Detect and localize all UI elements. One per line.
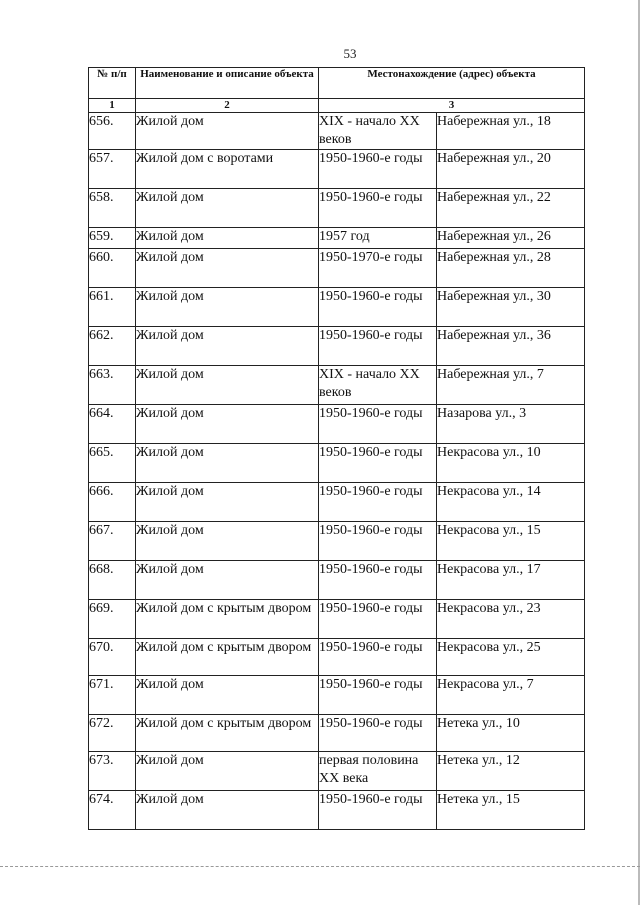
- table-row: [89, 561, 585, 600]
- row-name: Жилой дом: [136, 676, 319, 715]
- table-row: [89, 676, 585, 715]
- row-date: 1950-1960-е годы: [319, 327, 437, 366]
- page-number: 53: [343, 46, 357, 61]
- table-row: [89, 150, 585, 189]
- row-number: 664.: [89, 405, 136, 444]
- row-date: 1950-1970-е годы: [319, 249, 437, 288]
- row-date: 1950-1960-е годы: [319, 561, 437, 600]
- table-row: [89, 228, 585, 249]
- header-num: № п/п: [89, 68, 136, 99]
- row-name: Жилой дом: [136, 522, 319, 561]
- table-row: [89, 113, 585, 150]
- row-address: Некрасова ул., 25: [437, 639, 585, 676]
- row-date: 1950-1960-е годы: [319, 676, 437, 715]
- row-date: 1950-1960-е годы: [319, 600, 437, 639]
- row-address: Набережная ул., 22: [437, 189, 585, 228]
- row-address: Набережная ул., 28: [437, 249, 585, 288]
- row-address: Некрасова ул., 15: [437, 522, 585, 561]
- header-index-2: 2: [136, 99, 319, 113]
- row-number: 672.: [89, 715, 136, 752]
- row-number: 671.: [89, 676, 136, 715]
- row-address: Некрасова ул., 14: [437, 483, 585, 522]
- objects-table: [88, 67, 585, 830]
- table-row: [89, 715, 585, 752]
- row-number: 661.: [89, 288, 136, 327]
- header-index-3: 3: [319, 99, 585, 113]
- row-number: 657.: [89, 150, 136, 189]
- row-name: Жилой дом: [136, 405, 319, 444]
- row-number: 662.: [89, 327, 136, 366]
- row-name: Жилой дом: [136, 366, 319, 405]
- table-body: [89, 113, 585, 830]
- row-name: Жилой дом: [136, 561, 319, 600]
- table-row: [89, 483, 585, 522]
- row-address: Набережная ул., 18: [437, 113, 585, 150]
- row-name: Жилой дом с крытым двором: [136, 639, 319, 676]
- row-date: XIX - начало XX веков: [319, 366, 437, 405]
- scan-artifact-line: [0, 866, 640, 868]
- row-name: Жилой дом с крытым двором: [136, 600, 319, 639]
- row-date: 1950-1960-е годы: [319, 150, 437, 189]
- table-row: [89, 791, 585, 830]
- header-name: Наименование и описание объекта: [136, 68, 319, 99]
- row-address: Некрасова ул., 7: [437, 676, 585, 715]
- row-date: 1950-1960-е годы: [319, 405, 437, 444]
- row-name: Жилой дом с крытым двором: [136, 715, 319, 752]
- row-name: Жилой дом: [136, 752, 319, 791]
- row-address: Набережная ул., 7: [437, 366, 585, 405]
- table-row: [89, 327, 585, 366]
- row-date: 1950-1960-е годы: [319, 444, 437, 483]
- row-number: 666.: [89, 483, 136, 522]
- row-name: Жилой дом: [136, 113, 319, 150]
- row-date: 1950-1960-е годы: [319, 715, 437, 752]
- row-number: 665.: [89, 444, 136, 483]
- row-number: 674.: [89, 791, 136, 830]
- row-name: Жилой дом с воротами: [136, 150, 319, 189]
- table-row: [89, 444, 585, 483]
- table-row: [89, 600, 585, 639]
- table-row: [89, 522, 585, 561]
- row-name: Жилой дом: [136, 327, 319, 366]
- row-address: Набережная ул., 20: [437, 150, 585, 189]
- table-row: [89, 249, 585, 288]
- row-number: 673.: [89, 752, 136, 791]
- row-name: Жилой дом: [136, 791, 319, 830]
- row-name: Жилой дом: [136, 483, 319, 522]
- row-address: Набережная ул., 36: [437, 327, 585, 366]
- row-name: Жилой дом: [136, 189, 319, 228]
- row-number: 667.: [89, 522, 136, 561]
- row-number: 669.: [89, 600, 136, 639]
- table-row: [89, 366, 585, 405]
- row-number: 660.: [89, 249, 136, 288]
- row-address: Некрасова ул., 17: [437, 561, 585, 600]
- table-row: [89, 639, 585, 676]
- row-address: Некрасова ул., 10: [437, 444, 585, 483]
- row-name: Жилой дом: [136, 228, 319, 249]
- row-number: 663.: [89, 366, 136, 405]
- row-date: 1950-1960-е годы: [319, 639, 437, 676]
- row-date: 1950-1960-е годы: [319, 288, 437, 327]
- table-row: [89, 288, 585, 327]
- row-address: Нетека ул., 15: [437, 791, 585, 830]
- row-number: 658.: [89, 189, 136, 228]
- row-number: 670.: [89, 639, 136, 676]
- header-index-1: 1: [89, 99, 136, 113]
- row-number: 659.: [89, 228, 136, 249]
- row-address: Нетека ул., 12: [437, 752, 585, 791]
- row-address: Назарова ул., 3: [437, 405, 585, 444]
- row-date: XIX - начало XX веков: [319, 113, 437, 150]
- row-address: Некрасова ул., 23: [437, 600, 585, 639]
- row-date: 1950-1960-е годы: [319, 483, 437, 522]
- row-number: 656.: [89, 113, 136, 150]
- table-row: [89, 752, 585, 791]
- table-row: [89, 189, 585, 228]
- row-date: 1957 год: [319, 228, 437, 249]
- row-number: 668.: [89, 561, 136, 600]
- row-date: первая половина XX века: [319, 752, 437, 791]
- row-name: Жилой дом: [136, 249, 319, 288]
- row-name: Жилой дом: [136, 444, 319, 483]
- row-address: Набережная ул., 30: [437, 288, 585, 327]
- row-date: 1950-1960-е годы: [319, 791, 437, 830]
- row-date: 1950-1960-е годы: [319, 189, 437, 228]
- row-address: Набережная ул., 26: [437, 228, 585, 249]
- header-location: Местонахождение (адрес) объекта: [319, 68, 585, 99]
- table-row: [89, 405, 585, 444]
- row-address: Нетека ул., 10: [437, 715, 585, 752]
- row-date: 1950-1960-е годы: [319, 522, 437, 561]
- row-name: Жилой дом: [136, 288, 319, 327]
